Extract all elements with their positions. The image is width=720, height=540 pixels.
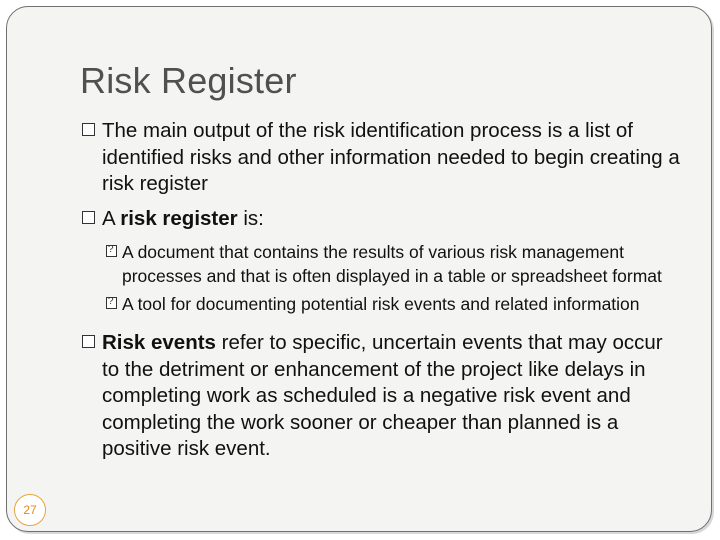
checkbox-bullet-icon [82, 335, 95, 348]
missing-glyph-icon [106, 245, 117, 257]
bullet-text: The main output of the risk identification process is a list of identified risks and other information needed to begin creating a risk register [102, 119, 680, 195]
bullet-risk-register [82, 206, 682, 233]
bullet-text-bold: risk register [120, 206, 238, 230]
bullet-text-prefix: A [102, 206, 121, 230]
sub-bullet-tool [82, 292, 682, 316]
bullet-main-output [82, 118, 682, 198]
checkbox-bullet-icon [82, 123, 95, 136]
bullet-text-suffix: is: [237, 206, 264, 230]
slide-number-badge: 27 [14, 494, 46, 526]
sub-bullet-text: A document that contains the results of various risk management processes and that is often displayed in a table or spreadsheet format [122, 242, 662, 286]
sub-bullet-document [82, 240, 682, 288]
missing-glyph-icon [106, 297, 117, 309]
sub-bullet-text: A tool for documenting potential risk events and related information [122, 294, 640, 314]
bullet-risk-events [82, 330, 682, 463]
bullet-text-bold: Risk events [102, 331, 216, 354]
slide-body [82, 118, 682, 463]
slide-title: Risk Register [80, 60, 297, 101]
checkbox-bullet-icon [82, 211, 95, 224]
bullet-text: refer to specific, uncertain events that may occur to the detriment or enhancement of the project like delays in completing work as scheduled is a negative risk event and completing the work sooner or cheaper than planned is a positive risk event. [102, 331, 663, 460]
